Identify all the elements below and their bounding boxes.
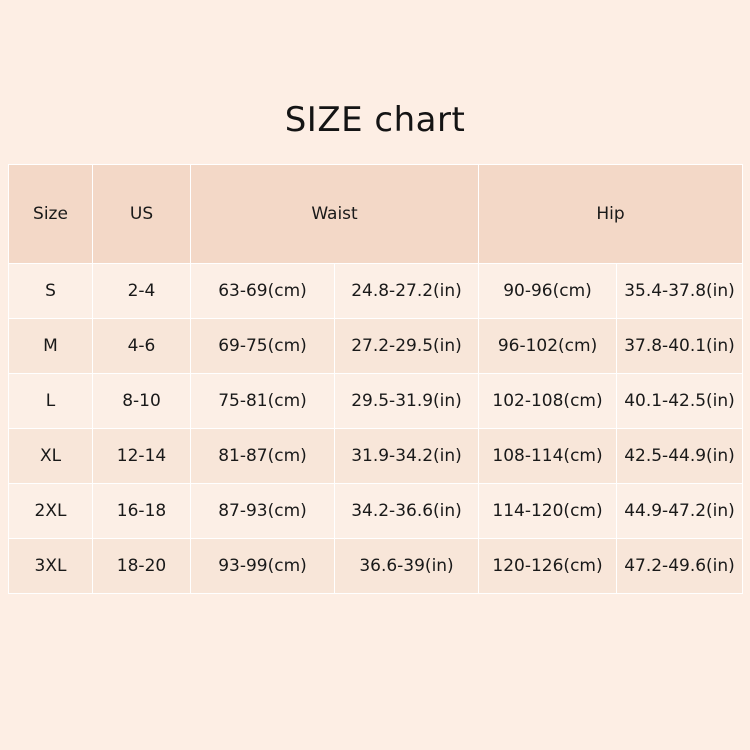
cell-waist-in: 29.5-31.9(in) — [335, 374, 479, 429]
cell-waist-cm: 93-99(cm) — [191, 539, 335, 594]
cell-hip-in: 47.2-49.6(in) — [617, 539, 743, 594]
cell-hip-in: 35.4-37.8(in) — [617, 264, 743, 319]
header-hip: Hip — [479, 165, 743, 264]
table-row — [9, 484, 743, 539]
cell-waist-in: 27.2-29.5(in) — [335, 319, 479, 374]
cell-us: 2-4 — [93, 264, 191, 319]
cell-waist-cm: 87-93(cm) — [191, 484, 335, 539]
size-chart-table-wrapper — [8, 164, 742, 594]
table-row — [9, 374, 743, 429]
cell-us: 12-14 — [93, 429, 191, 484]
page-title: SIZE chart — [284, 100, 466, 140]
table-header — [9, 165, 743, 264]
cell-hip-in: 40.1-42.5(in) — [617, 374, 743, 429]
table-row — [9, 319, 743, 374]
cell-waist-cm: 63-69(cm) — [191, 264, 335, 319]
cell-waist-in: 31.9-34.2(in) — [335, 429, 479, 484]
cell-waist-in: 36.6-39(in) — [335, 539, 479, 594]
table-body — [9, 264, 743, 594]
cell-waist-in: 24.8-27.2(in) — [335, 264, 479, 319]
header-size: Size — [9, 165, 93, 264]
cell-waist-cm: 75-81(cm) — [191, 374, 335, 429]
cell-hip-in: 37.8-40.1(in) — [617, 319, 743, 374]
cell-hip-cm: 90-96(cm) — [479, 264, 617, 319]
cell-us: 8-10 — [93, 374, 191, 429]
cell-hip-cm: 108-114(cm) — [479, 429, 617, 484]
header-us: US — [93, 165, 191, 264]
cell-size: S — [9, 264, 93, 319]
cell-hip-cm: 102-108(cm) — [479, 374, 617, 429]
cell-size: M — [9, 319, 93, 374]
cell-hip-cm: 114-120(cm) — [479, 484, 617, 539]
cell-waist-in: 34.2-36.6(in) — [335, 484, 479, 539]
cell-hip-in: 42.5-44.9(in) — [617, 429, 743, 484]
header-waist: Waist — [191, 165, 479, 264]
cell-size: L — [9, 374, 93, 429]
cell-hip-cm: 120-126(cm) — [479, 539, 617, 594]
size-chart-table — [8, 164, 743, 594]
cell-size: 2XL — [9, 484, 93, 539]
cell-waist-cm: 81-87(cm) — [191, 429, 335, 484]
table-row — [9, 539, 743, 594]
cell-hip-in: 44.9-47.2(in) — [617, 484, 743, 539]
cell-us: 16-18 — [93, 484, 191, 539]
table-row — [9, 429, 743, 484]
cell-us: 4-6 — [93, 319, 191, 374]
cell-us: 18-20 — [93, 539, 191, 594]
cell-hip-cm: 96-102(cm) — [479, 319, 617, 374]
cell-size: XL — [9, 429, 93, 484]
cell-waist-cm: 69-75(cm) — [191, 319, 335, 374]
table-header-row — [9, 165, 743, 264]
cell-size: 3XL — [9, 539, 93, 594]
table-row — [9, 264, 743, 319]
